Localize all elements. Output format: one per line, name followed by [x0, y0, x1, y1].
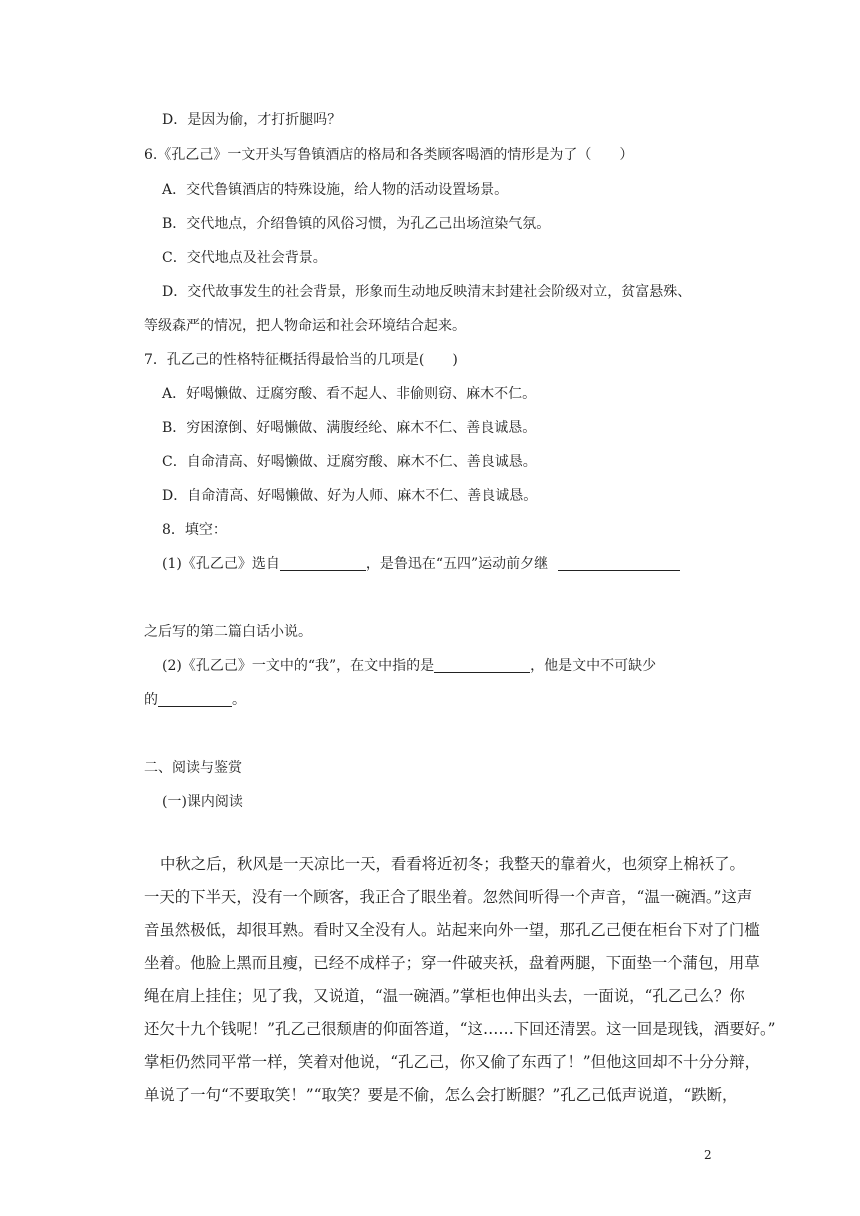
passage-line-8: 单说了一句“不要取笑！”“取笑？要是不偷，怎么会打断腿？”孔乙己低声说道，“跌断，	[144, 1086, 738, 1104]
q8-blank-source[interactable]	[280, 554, 366, 571]
q8-blank-previous-work[interactable]	[558, 554, 680, 571]
section-title: 二、阅读与鉴赏	[144, 760, 242, 776]
q8-part2-text-c: 的	[144, 692, 158, 708]
passage-line-4: 坐着。他脸上黑而且瘦，已经不成样子；穿一件破夹袄，盘着两腿，下面垫一个蒲包，用草	[144, 954, 760, 972]
q8-stem: 8．填空：	[162, 522, 227, 538]
q8-part2	[162, 656, 656, 676]
passage-line-6: 还欠十九个钱呢！”孔乙己很颓唐的仰面答道，“这……下回还清罢。这一回是现钱，酒要好。”	[144, 1020, 776, 1038]
q8-blank-narrator[interactable]	[434, 656, 530, 673]
q8-part1-text-a: (1)《孔乙己》选自	[162, 556, 280, 572]
q7-option-c: C．自命清高、好喝懒做、迂腐穷酸、麻木不仁、善良诚恳。	[162, 454, 537, 470]
q8-part2-continued	[144, 690, 246, 710]
q6-stem: 6.《孔乙己》一文开头写鲁镇酒店的格局和各类顾客喝酒的情形是为了（ ）	[144, 147, 634, 163]
passage-line-7: 掌柜仍然同平常一样，笑着对他说，“孔乙己，你又偷了东西了！”但他这回却不十分分辩，	[144, 1053, 760, 1071]
page-number: 2	[704, 1148, 712, 1162]
q8-blank-role[interactable]	[158, 690, 232, 707]
q6-option-d-line1: D．交代故事发生的社会背景，形象而生动地反映清末封建社会阶级对立，贫富悬殊、	[162, 284, 692, 300]
q5-option-d: D．是因为偷，才打折腿吗？	[162, 112, 342, 128]
q8-part1-text-b: ，是鲁迅在“五四”运动前夕继	[365, 556, 549, 572]
q6-option-a: A．交代鲁镇酒店的特殊设施，给人物的活动设置场景。	[162, 182, 509, 198]
passage-line-3: 音虽然极低，却很耳熟。看时又全没有人。站起来向外一望，那孔乙己便在柜台下对了门槛	[144, 921, 760, 939]
q6-option-b: B．交代地点，介绍鲁镇的风俗习惯，为孔乙己出场渲染气氛。	[162, 216, 551, 232]
q7-option-d: D．自命清高、好喝懒做、好为人师、麻木不仁、善良诚恳。	[162, 488, 538, 504]
passage-line-2: 一天的下半天，没有一个顾客，我正合了眼坐着。忽然间听得一个声音，“温一碗酒。”这声	[144, 888, 753, 906]
q7-option-b: B．穷困潦倒、好喝懒做、满腹经纶、麻木不仁、善良诚恳。	[162, 420, 537, 436]
q6-option-d-line2: 等级森严的情况，把人物命运和社会环境结合起来。	[144, 318, 466, 334]
q7-option-a: A．好喝懒做、迂腐穷酸、看不起人、非偷则窃、麻木不仁。	[162, 386, 537, 402]
q7-stem: 7．孔乙己的性格特征概括得最恰当的几项是( )	[144, 352, 458, 368]
passage-line-5: 绳在肩上挂住；见了我，又说道，“温一碗酒。”掌柜也伸出头去，一面说，“孔乙己么？你	[144, 987, 745, 1005]
q6-option-c: C．交代地点及社会背景。	[162, 250, 327, 266]
q8-part1	[162, 554, 680, 574]
q8-part1-continued: 之后写的第二篇白话小说。	[144, 624, 312, 640]
section-subtitle: (一)课内阅读	[162, 794, 243, 810]
q8-part2-text-b: ，他是文中不可缺少	[530, 658, 657, 674]
passage-line-1-text: 中秋之后，秋风是一天凉比一天，看看将近初冬；我整天的靠着火，也须穿上棉袄了。	[160, 855, 745, 873]
passage-line-1	[144, 854, 745, 874]
q8-part2-text-d: 。	[232, 692, 246, 708]
q8-part2-text-a: (2)《孔乙己》一文中的“我”，在文中指的是	[162, 658, 435, 674]
